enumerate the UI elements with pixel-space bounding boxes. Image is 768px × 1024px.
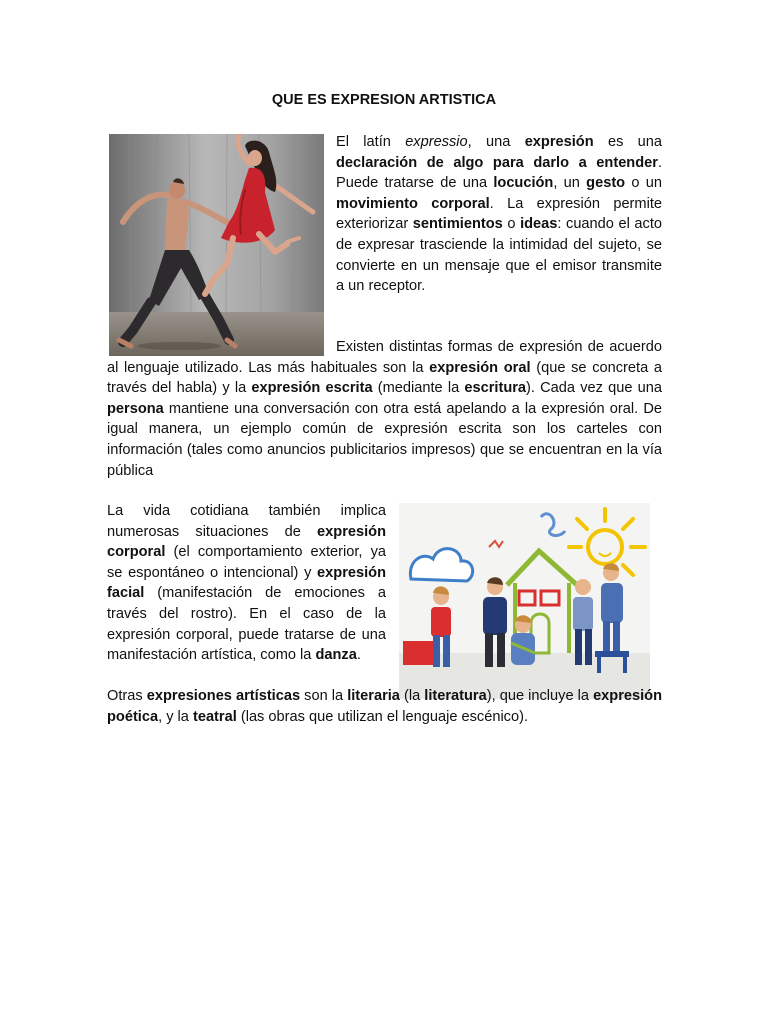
dancers-photo [109,134,324,356]
intro-paragraph: El latín expressio, una expresión es una declaración de algo para darlo a entender. Puede tratarse de una locución, un gesto o un movimiento corporal. La expresión permite exteriorizar sentimientos o ideas: cuando el acto de expresar trasciende la intimidad del sujeto, se convierte en un mensaje que el emisor transmite a un receptor. [336,134,663,295]
artistic-expressions-paragraph: Otras expresiones artísticas son la literaria (la literatura), que incluye la expresión poética, y la teatral (las obras que utilizan el lenguaje escénico). [107,688,663,725]
daily-life-paragraph: La vida cotidiana también implica numerosas situaciones de expresión corporal (el comportamiento exterior, ya se espontáneo o intencional) y expresión facial (manifestación de emociones a través del rostro). En el caso de la expresión corporal, puede tratarse de una manifestación artística, como la danza. [107,503,386,664]
expression-forms-paragraph: Existen distintas formas de expresión de acuerdo al lenguaje utilizado. Las más habituales son la expresión oral (que se concreta a través del habla) y la expresión escrita (mediante la escritura). Cada vez que una persona mantiene una conversación con otra está apelando a la expresión oral. De igual manera, un ejemplo común de expresión escrita son los carteles con información (tales como anuncios publicitarios impresos) que se encuentran en la vía pública [107,339,662,479]
children-painting-photo [399,503,650,699]
page-title: QUE ES EXPRESION ARTISTICA [271,92,497,108]
